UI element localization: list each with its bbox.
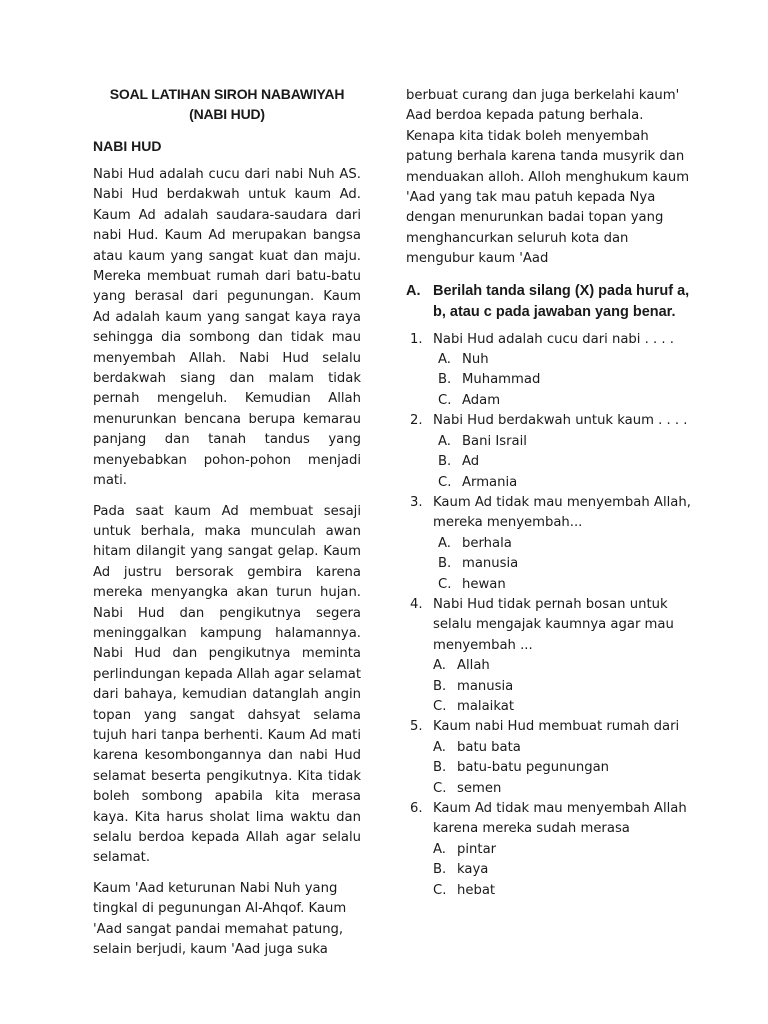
question-item (406, 330, 696, 412)
question-item (406, 493, 696, 595)
answer-option: C. hewan (438, 576, 506, 592)
question-number: 1. (410, 331, 423, 347)
question-item (406, 799, 696, 901)
answer-option: C. hebat (433, 882, 496, 898)
question-text: Nabi Hud berdakwah untuk kaum . . . . (433, 413, 688, 429)
answer-option: C. malaikat (433, 698, 514, 714)
answer-option: B. manusia (433, 678, 514, 694)
section-subtitle: NABI HUD (93, 138, 162, 154)
answer-option: C. Armania (438, 474, 518, 490)
answer-option: B. batu-batu pegunungan (433, 760, 610, 776)
question-text: Kaum Ad tidak mau menyembah Allah karena mereka sudah merasa (433, 801, 687, 837)
answer-option: A. Allah (433, 658, 490, 674)
question-text: Kaum nabi Hud membuat rumah dari (433, 719, 680, 735)
paragraph-3-start: Kaum 'Aad keturunan Nabi Nuh yang tingkal di pegunungan Al-Ahqof. Kaum 'Aad sangat pandai memahat patung, selain berjudi, kaum 'Aad juga suka (93, 880, 347, 958)
right-column (406, 86, 696, 901)
answer-option: C. semen (433, 780, 502, 796)
question-number: 3. (410, 494, 423, 510)
answer-option: A. pintar (433, 841, 497, 857)
answer-option: A. Bani Israil (438, 433, 527, 449)
answer-option: B. Ad (438, 454, 480, 470)
question-text: Nabi Hud tidak pernah bosan untuk selalu mengajak kaumnya agar mau menyembah ... (433, 596, 674, 653)
answer-option: A. berhala (438, 535, 512, 551)
question-item (406, 717, 696, 799)
question-item (406, 595, 696, 717)
question-text: Nabi Hud adalah cucu dari nabi . . . . (433, 331, 674, 347)
page-title: SOAL LATIHAN SIROH NABAWIYAH (NABI HUD) (109, 86, 345, 122)
question-text: Kaum Ad tidak mau menyembah Allah, mereka menyembah... (433, 494, 691, 531)
answer-option: A. Nuh (438, 352, 489, 368)
paragraph-2: Pada saat kaum Ad membuat sesaji untuk berhala, maka munculah awan hitam dilangit yang sangat gelap. Kaum Ad justru bersorak gembira karena mereka menyangka akan turun hujan. Nabi Hud dan pengikutnya segera meninggalkan kampung halamannya. Nabi Hud dan pengikutnya meminta perlindungan kepada Allah agar selamat dari bahaya, kemudian datanglah angin topan yang sangat dahsyat selama tujuh hari tanpa berhenti. Kaum Ad mati karena kesombongannya dan nabi Hud selamat beserta pengikutnya. Kita tidak boleh sombong apabila kita merasa kaya. Kita harus sholat lima waktu dan selalu berdoa kepada Allah agar selalu selamat. (93, 503, 362, 866)
instruction-text: Berilah tanda silang (X) pada huruf a, b, atau c pada jawaban yang benar. (433, 282, 690, 320)
question-number: 2. (410, 413, 423, 429)
answer-option: C. Adam (438, 392, 501, 408)
paragraph-3-continued: berbuat curang dan juga berkelahi kaum' Aad berdoa kepada patung berhala. Kenapa kita tidak boleh menyembah patung berhala karena tanda musyrik dan menduakan alloh. Alloh menghukum kaum 'Aad yang tak mau patuh kepada Nya dengan menurunkan badai topan yang menghancurkan seluruh kota dan mengubur kaum 'Aad (406, 88, 690, 267)
left-column (93, 84, 361, 970)
question-number: 4. (410, 596, 423, 612)
paragraph-1: Nabi Hud adalah cucu dari nabi Nuh AS. Nabi Hud berdakwah untuk kaum Ad. Kaum Ad adalah saudara-saudara dari nabi Hud. Kaum Ad merupakan bangsa atau kaum yang sangat kuat dan maju. Mereka membuat rumah dari batu-batu yang berasal dari pegunungan. Kaum Ad adalah kaum yang sangat kaya raya sehingga dia sombong dan tidak mau menyembah Allah. Nabi Hud selalu berdakwah siang dan malam tidak pernah mengeluh. Kemudian Allah menurunkan bencana berupa kemarau panjang dan tanah tandus yang menyebabkan pohon-pohon menjadi mati. (93, 167, 361, 489)
instruction-label: A. (406, 282, 421, 299)
question-number: 5. (410, 719, 423, 735)
question-number: 6. (410, 801, 423, 816)
answer-option: B. kaya (433, 862, 489, 878)
answer-option: B. Muhammad (438, 372, 541, 388)
answer-option: B. manusia (438, 556, 519, 572)
answer-option: A. batu bata (433, 739, 521, 755)
instruction (406, 281, 696, 323)
question-item (406, 411, 696, 493)
